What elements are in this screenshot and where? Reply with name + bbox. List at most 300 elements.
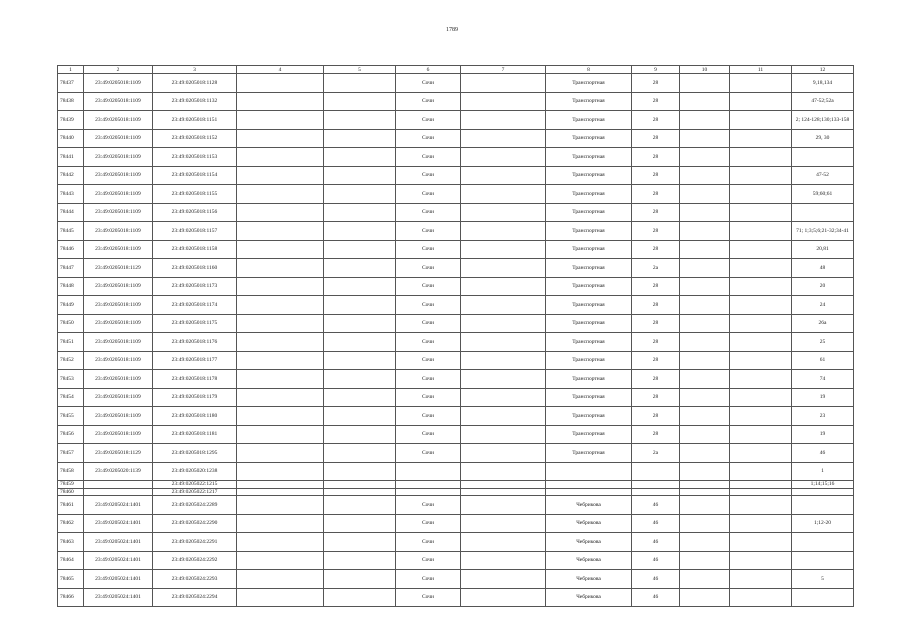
column-header: 4: [237, 66, 324, 74]
table-cell: [237, 444, 324, 463]
table-cell: [680, 333, 730, 352]
table-cell: [237, 148, 324, 167]
table-cell: [680, 496, 730, 515]
table-cell: 23:49:0205018:1156: [153, 203, 237, 222]
table-cell: 23:49:0205018:1109: [84, 370, 153, 389]
table-cell: [237, 570, 324, 589]
table-cell: Сочи: [396, 148, 461, 167]
table-cell: 23:49:0205018:1173: [153, 277, 237, 296]
table-cell: [324, 148, 396, 167]
table-cell: 23:49:0205018:1128: [153, 74, 237, 93]
table-cell: 26а: [792, 314, 854, 333]
table-cell: Транспортная: [546, 166, 632, 185]
table-cell: 9,18,134: [792, 74, 854, 93]
table-cell: [461, 588, 546, 607]
table-cell: 23:49:0205024:2290: [153, 514, 237, 533]
table-cell: [461, 462, 546, 481]
table-cell: 28: [632, 425, 680, 444]
table-cell: 23:49:0205018:1109: [84, 314, 153, 333]
table-cell: 23:49:0205024:1401: [84, 496, 153, 515]
table-cell: [237, 588, 324, 607]
table-cell: Сочи: [396, 570, 461, 589]
table-cell: 78455: [58, 407, 84, 426]
table-cell: [546, 462, 632, 481]
table-cell: [237, 351, 324, 370]
page-number: 1789: [446, 27, 458, 33]
table-cell: 78447: [58, 259, 84, 278]
table-cell: Транспортная: [546, 425, 632, 444]
table-cell: [461, 314, 546, 333]
table-cell: 23:49:0205018:1174: [153, 296, 237, 315]
table-cell: Сочи: [396, 111, 461, 130]
table-cell: Чебрикова: [546, 514, 632, 533]
table-cell: 1;12-20: [792, 514, 854, 533]
table-cell: 28: [632, 240, 680, 259]
table-cell: [632, 488, 680, 496]
table-row: [58, 488, 854, 496]
table-cell: [730, 388, 792, 407]
table-cell: [730, 203, 792, 222]
table-cell: 23:49:0205018:1109: [84, 74, 153, 93]
table-cell: [730, 166, 792, 185]
table-cell: 1: [792, 462, 854, 481]
table-cell: [237, 74, 324, 93]
data-table: [57, 65, 854, 607]
table-cell: Сочи: [396, 314, 461, 333]
table-cell: [680, 185, 730, 204]
table-cell: [680, 444, 730, 463]
table-row: [58, 351, 854, 370]
table-cell: Транспортная: [546, 92, 632, 111]
column-header: 1: [58, 66, 84, 74]
table-cell: 23:49:0205024:1401: [84, 551, 153, 570]
table-cell: [237, 496, 324, 515]
table-cell: Транспортная: [546, 370, 632, 389]
table-cell: Сочи: [396, 496, 461, 515]
table-cell: [730, 488, 792, 496]
table-cell: 71; 1;3;5;6;21-32;34-41: [792, 222, 854, 241]
table-cell: [324, 351, 396, 370]
table-cell: [461, 259, 546, 278]
table-cell: 2; 124-128;130;133-158: [792, 111, 854, 130]
table-cell: [324, 496, 396, 515]
table-cell: 28: [632, 129, 680, 148]
table-cell: [461, 222, 546, 241]
table-cell: 5: [792, 570, 854, 589]
table-cell: Транспортная: [546, 388, 632, 407]
table-cell: [237, 551, 324, 570]
table-cell: [237, 370, 324, 389]
table-cell: Сочи: [396, 588, 461, 607]
column-header: 3: [153, 66, 237, 74]
table-cell: [792, 203, 854, 222]
table-cell: 61: [792, 351, 854, 370]
table-cell: [237, 533, 324, 552]
table-row: [58, 481, 854, 489]
table-cell: 23:49:0205018:1109: [84, 425, 153, 444]
table-cell: [324, 444, 396, 463]
table-cell: Сочи: [396, 333, 461, 352]
table-cell: [680, 407, 730, 426]
table-cell: 78460: [58, 488, 84, 496]
table-cell: 28: [632, 203, 680, 222]
table-cell: 28: [632, 370, 680, 389]
table-cell: Чебрикова: [546, 551, 632, 570]
table-cell: [730, 425, 792, 444]
table-cell: [237, 481, 324, 489]
table-cell: [730, 588, 792, 607]
table-cell: [237, 185, 324, 204]
table-cell: [632, 481, 680, 489]
table-cell: 47-52: [792, 166, 854, 185]
table-cell: [546, 488, 632, 496]
table-cell: [461, 129, 546, 148]
table-cell: Сочи: [396, 259, 461, 278]
table-cell: Сочи: [396, 277, 461, 296]
table-cell: Транспортная: [546, 111, 632, 130]
table-cell: 23:49:0205018:1109: [84, 240, 153, 259]
table-cell: 23:49:0205018:1152: [153, 129, 237, 148]
table-cell: Чебрикова: [546, 533, 632, 552]
table-cell: [792, 533, 854, 552]
table-cell: [792, 588, 854, 607]
table-cell: [461, 296, 546, 315]
table-cell: [730, 129, 792, 148]
table-cell: [680, 148, 730, 167]
table-cell: [461, 370, 546, 389]
table-row: [58, 166, 854, 185]
table-cell: [324, 314, 396, 333]
table-cell: [461, 514, 546, 533]
table-cell: [730, 314, 792, 333]
table-row: [58, 74, 854, 93]
table-row: [58, 92, 854, 111]
table-cell: Транспортная: [546, 351, 632, 370]
column-header: 8: [546, 66, 632, 74]
table-row: [58, 388, 854, 407]
table-cell: [237, 277, 324, 296]
table-cell: 28: [632, 388, 680, 407]
table-cell: [680, 388, 730, 407]
column-header: 9: [632, 66, 680, 74]
table-cell: [730, 407, 792, 426]
table-cell: Сочи: [396, 74, 461, 93]
table-header-row: [58, 66, 854, 74]
table-cell: [680, 203, 730, 222]
table-cell: [324, 240, 396, 259]
table-cell: 19: [792, 388, 854, 407]
table-cell: 23:49:0205018:1109: [84, 333, 153, 352]
table-cell: [461, 388, 546, 407]
table-cell: [324, 166, 396, 185]
table-cell: 23:49:0205018:1180: [153, 407, 237, 426]
table-cell: Чебрикова: [546, 588, 632, 607]
table-cell: Чебрикова: [546, 496, 632, 515]
table-cell: [730, 370, 792, 389]
table-cell: [324, 222, 396, 241]
table-cell: [237, 296, 324, 315]
table-cell: 23:49:0205018:1109: [84, 185, 153, 204]
table-cell: [237, 514, 324, 533]
table-cell: 23:49:0205018:1109: [84, 296, 153, 315]
table-cell: Сочи: [396, 129, 461, 148]
table-cell: 78438: [58, 92, 84, 111]
table-cell: 28: [632, 333, 680, 352]
table-cell: 28: [632, 277, 680, 296]
table-cell: 23:49:0205018:1155: [153, 185, 237, 204]
table-cell: [461, 166, 546, 185]
table-cell: [680, 74, 730, 93]
table-cell: [324, 74, 396, 93]
table-row: [58, 203, 854, 222]
table-cell: 74: [792, 370, 854, 389]
column-header: 5: [324, 66, 396, 74]
table-cell: [792, 148, 854, 167]
table-cell: [730, 148, 792, 167]
table-cell: 78440: [58, 129, 84, 148]
table-cell: [730, 111, 792, 130]
table-cell: Транспортная: [546, 333, 632, 352]
table-cell: [546, 481, 632, 489]
table-cell: [680, 533, 730, 552]
column-header: 10: [680, 66, 730, 74]
table-cell: [680, 314, 730, 333]
table-cell: 23:49:0205018:1109: [84, 388, 153, 407]
table-row: [58, 588, 854, 607]
table-cell: [792, 496, 854, 515]
table-cell: [324, 333, 396, 352]
table-cell: 78446: [58, 240, 84, 259]
table-cell: 28: [632, 296, 680, 315]
table-cell: [730, 277, 792, 296]
table-row: [58, 533, 854, 552]
table-cell: 23:49:0205018:1109: [84, 222, 153, 241]
table-cell: Сочи: [396, 296, 461, 315]
table-cell: 2а: [632, 444, 680, 463]
table-cell: Транспортная: [546, 148, 632, 167]
table-row: [58, 185, 854, 204]
table-cell: 78462: [58, 514, 84, 533]
table-cell: [461, 551, 546, 570]
table-cell: [324, 481, 396, 489]
table-cell: [237, 488, 324, 496]
table-cell: [730, 92, 792, 111]
table-cell: Сочи: [396, 351, 461, 370]
table-cell: 20: [792, 277, 854, 296]
table-cell: 23:49:0205024:2293: [153, 570, 237, 589]
table-cell: 28: [632, 111, 680, 130]
table-cell: [324, 588, 396, 607]
table-row: [58, 370, 854, 389]
table-cell: [237, 203, 324, 222]
table-row: [58, 277, 854, 296]
table-cell: 24: [792, 296, 854, 315]
table-cell: [396, 462, 461, 481]
table-cell: [792, 551, 854, 570]
table-cell: [237, 333, 324, 352]
table-cell: Транспортная: [546, 74, 632, 93]
table-cell: [461, 92, 546, 111]
table-cell: [237, 129, 324, 148]
table-cell: [324, 425, 396, 444]
table-row: [58, 407, 854, 426]
table-cell: [680, 570, 730, 589]
table-cell: Транспортная: [546, 240, 632, 259]
table-cell: 78456: [58, 425, 84, 444]
table-cell: [680, 129, 730, 148]
table-cell: Сочи: [396, 514, 461, 533]
table-cell: Сочи: [396, 425, 461, 444]
table-cell: [461, 407, 546, 426]
table-cell: Сочи: [396, 444, 461, 463]
table-cell: [237, 462, 324, 481]
table-cell: [680, 514, 730, 533]
table-cell: 78461: [58, 496, 84, 515]
table-cell: 23:49:0205018:1153: [153, 148, 237, 167]
table-cell: [324, 185, 396, 204]
table-cell: [730, 496, 792, 515]
table-cell: [396, 488, 461, 496]
table-row: [58, 148, 854, 167]
table-cell: 23:49:0205018:1109: [84, 129, 153, 148]
table-cell: [730, 481, 792, 489]
table-cell: [680, 551, 730, 570]
table-cell: 2а: [632, 259, 680, 278]
table-cell: Транспортная: [546, 259, 632, 278]
table-cell: 29, 30: [792, 129, 854, 148]
table-cell: [680, 259, 730, 278]
table-cell: [324, 533, 396, 552]
table-cell: 48: [792, 259, 854, 278]
table-cell: [461, 425, 546, 444]
table-cell: [461, 240, 546, 259]
table-cell: [730, 240, 792, 259]
table-cell: [324, 462, 396, 481]
table-cell: 78444: [58, 203, 84, 222]
table-cell: Транспортная: [546, 444, 632, 463]
table-row: [58, 570, 854, 589]
table-cell: 28: [632, 314, 680, 333]
table-cell: 23:49:0205018:1177: [153, 351, 237, 370]
table-cell: 28: [632, 407, 680, 426]
table-cell: 23:49:0205024:2292: [153, 551, 237, 570]
table-cell: Транспортная: [546, 314, 632, 333]
table-cell: 78466: [58, 588, 84, 607]
table-cell: 28: [632, 222, 680, 241]
column-header: 6: [396, 66, 461, 74]
table-cell: [324, 92, 396, 111]
table-cell: [324, 570, 396, 589]
table-cell: Сочи: [396, 551, 461, 570]
table-cell: [730, 551, 792, 570]
table-row: [58, 111, 854, 130]
table-cell: 46: [632, 533, 680, 552]
table-cell: 23:49:0205018:1158: [153, 240, 237, 259]
table-cell: 78458: [58, 462, 84, 481]
table-cell: [680, 166, 730, 185]
table-cell: [730, 296, 792, 315]
table-cell: [324, 388, 396, 407]
table-cell: [237, 222, 324, 241]
table-cell: 23:49:0205024:2289: [153, 496, 237, 515]
table-cell: 78443: [58, 185, 84, 204]
table-row: [58, 444, 854, 463]
table-cell: Сочи: [396, 222, 461, 241]
table-cell: [237, 259, 324, 278]
table-cell: [632, 462, 680, 481]
table-cell: 78452: [58, 351, 84, 370]
table-cell: 78459: [58, 481, 84, 489]
table-cell: 23:49:0205024:1401: [84, 570, 153, 589]
table-cell: [730, 222, 792, 241]
table-cell: [237, 240, 324, 259]
table-cell: 23:49:0205018:1160: [153, 259, 237, 278]
table-cell: [84, 488, 153, 496]
table-cell: 23:49:0205018:1109: [84, 203, 153, 222]
table-cell: [461, 185, 546, 204]
table-cell: [237, 388, 324, 407]
table-cell: [237, 92, 324, 111]
table-cell: [730, 333, 792, 352]
table-row: [58, 296, 854, 315]
table-cell: [730, 185, 792, 204]
table-cell: Транспортная: [546, 129, 632, 148]
table-cell: [680, 462, 730, 481]
table-cell: 23: [792, 407, 854, 426]
table-cell: [324, 129, 396, 148]
table-cell: [324, 277, 396, 296]
table-cell: Транспортная: [546, 185, 632, 204]
table-cell: 23:49:0205018:1109: [84, 166, 153, 185]
table-cell: Транспортная: [546, 203, 632, 222]
table-cell: [680, 92, 730, 111]
table-cell: [730, 259, 792, 278]
table-row: [58, 222, 854, 241]
table-cell: 25: [792, 333, 854, 352]
table-row: [58, 425, 854, 444]
table-cell: [237, 407, 324, 426]
table-cell: 78450: [58, 314, 84, 333]
table-cell: [461, 444, 546, 463]
table-cell: 20,81: [792, 240, 854, 259]
table-cell: [324, 407, 396, 426]
table-cell: [461, 277, 546, 296]
table-cell: 23:49:0205024:1401: [84, 588, 153, 607]
table-cell: 23:49:0205018:1179: [153, 388, 237, 407]
table-cell: [680, 277, 730, 296]
table-cell: [324, 111, 396, 130]
table-cell: [324, 514, 396, 533]
table-cell: [461, 74, 546, 93]
table-cell: 46: [632, 570, 680, 589]
table-cell: Транспортная: [546, 296, 632, 315]
table-cell: [461, 481, 546, 489]
table-cell: [730, 533, 792, 552]
table-cell: [730, 514, 792, 533]
column-header: 12: [792, 66, 854, 74]
table-cell: [461, 111, 546, 130]
table-cell: [680, 296, 730, 315]
table-cell: 23:49:0205018:1109: [84, 351, 153, 370]
table-cell: [730, 351, 792, 370]
table-cell: Сочи: [396, 388, 461, 407]
table-cell: 78463: [58, 533, 84, 552]
table-cell: 46: [792, 444, 854, 463]
table-cell: 23:49:0205024:2294: [153, 588, 237, 607]
table-cell: 23:49:0205018:1109: [84, 92, 153, 111]
table-cell: [680, 111, 730, 130]
table-cell: 23:49:0205024:1401: [84, 533, 153, 552]
